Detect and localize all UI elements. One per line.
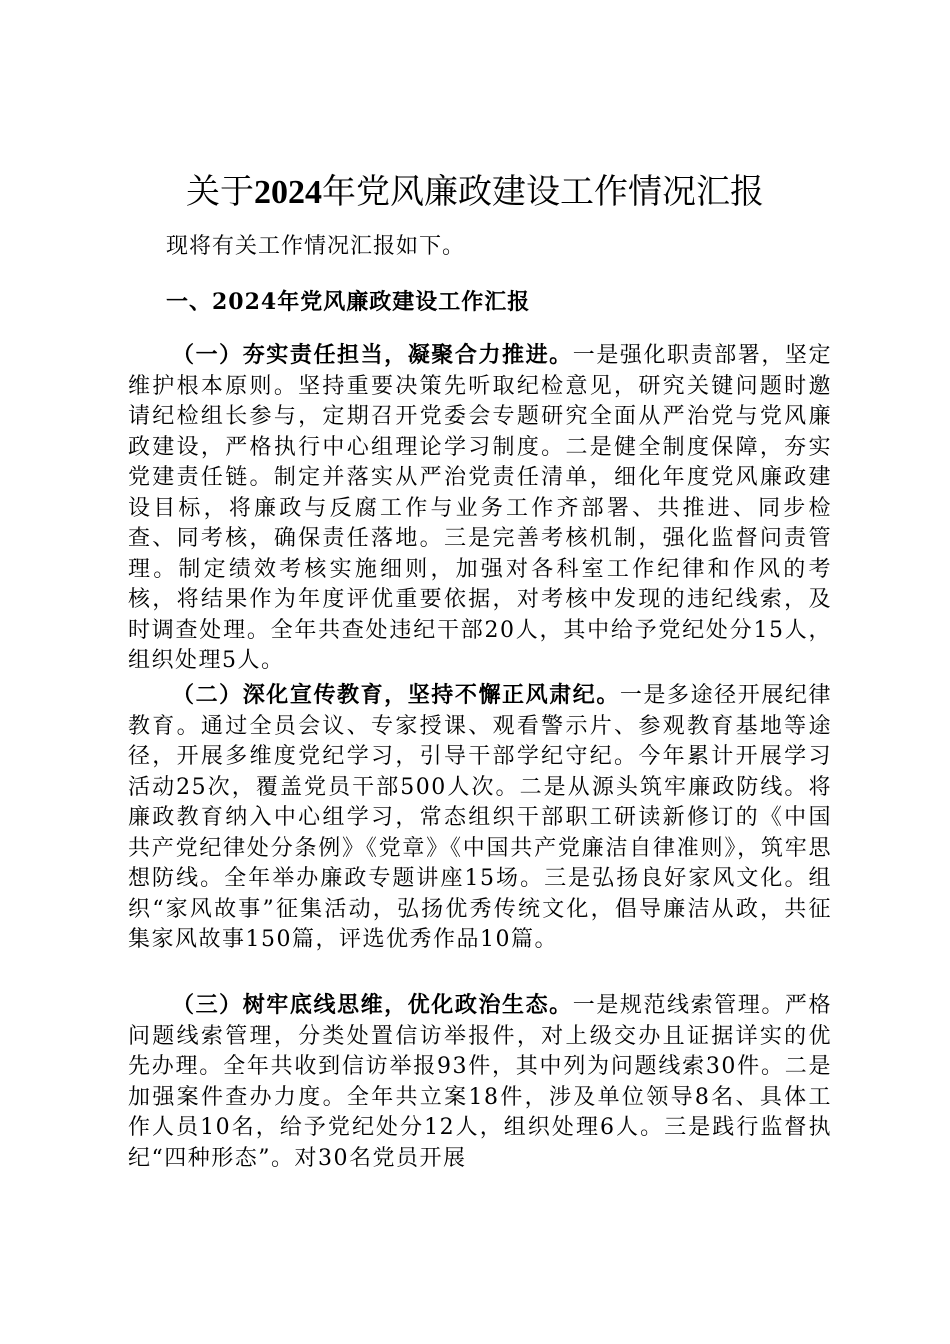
paragraph-3-lead: （三）树牢底线思维，优化政治生态。 <box>172 992 573 1018</box>
paragraph-3 <box>128 990 832 1174</box>
intro-text: 现将有关工作情况汇报如下。 <box>166 234 466 259</box>
paragraph-1 <box>128 340 832 677</box>
paragraph-2 <box>128 680 832 956</box>
title-suffix: 年党风廉政建设工作情况汇报 <box>322 172 764 212</box>
title-prefix: 关于 <box>186 172 254 212</box>
paragraph-1-lead: （一）夯实责任担当，凝聚合力推进。 <box>172 342 573 368</box>
paragraph-2-body: 一是多途径开展纪律教育。通过全员会议、专家授课、观看警示片、参观教育基地等途径，开展多维度党纪学习，引导干部学纪守纪。今年累计开展学习活动25次，覆盖党员干部500人次。二是从源头筑牢廉政防线。将廉政教育纳入中心组学习，常态组织干部职工研读新修订的《中国共产党纪律处分条例》《党章》《中国共产党廉洁自律准则》，筑牢思想防线。全年举办廉政专题讲座15场。三是弘扬良好家风文化。组织“家风故事”征集活动，弘扬优秀传统文化，倡导廉洁从政，共征集家风故事150篇，评选优秀作品10篇。 <box>128 683 832 952</box>
paragraph-1-body: 一是强化职责部署，坚定维护根本原则。坚持重要决策先听取纪检意见，研究关键问题时邀请纪检组长参与，定期召开党委会专题研究全面从严治党与党风廉政建设，严格执行中心组理论学习制度。二是健全制度保障，夯实党建责任链。制定并落实从严治党责任清单，细化年度党风廉政建设目标，将廉政与反腐工作与业务工作齐部署、共推进、同步检查、同考核，确保责任落地。三是完善考核机制，强化监督问责管理。制定绩效考核实施细则，加强对各科室工作纪律和作风的考核，将结果作为年度评优重要依据，对考核中发现的违纪线索，及时调查处理。全年共查处违纪干部20人，其中给予党纪处分15人，组织处理5人。 <box>128 343 832 673</box>
document-title <box>0 166 950 219</box>
section-heading: 一、2024年党风廉政建设工作汇报 <box>166 289 531 315</box>
paragraph-3-body: 一是规范线索管理。严格问题线索管理，分类处置信访举报件，对上级交办且证据详实的优先办理。全年共收到信访举报93件，其中列为问题线索30件。二是加强案件查办力度。全年共立案18件，涉及单位领导8名、具体工作人员10名，给予党纪处分12人，组织处理6人。三是践行监督执纪“四种形态”。对30名党员开展 <box>128 993 832 1171</box>
paragraph-2-lead: （二）深化宣传教育，坚持不懈正风肃纪。 <box>172 682 620 708</box>
title-year: 2024 <box>254 174 322 211</box>
